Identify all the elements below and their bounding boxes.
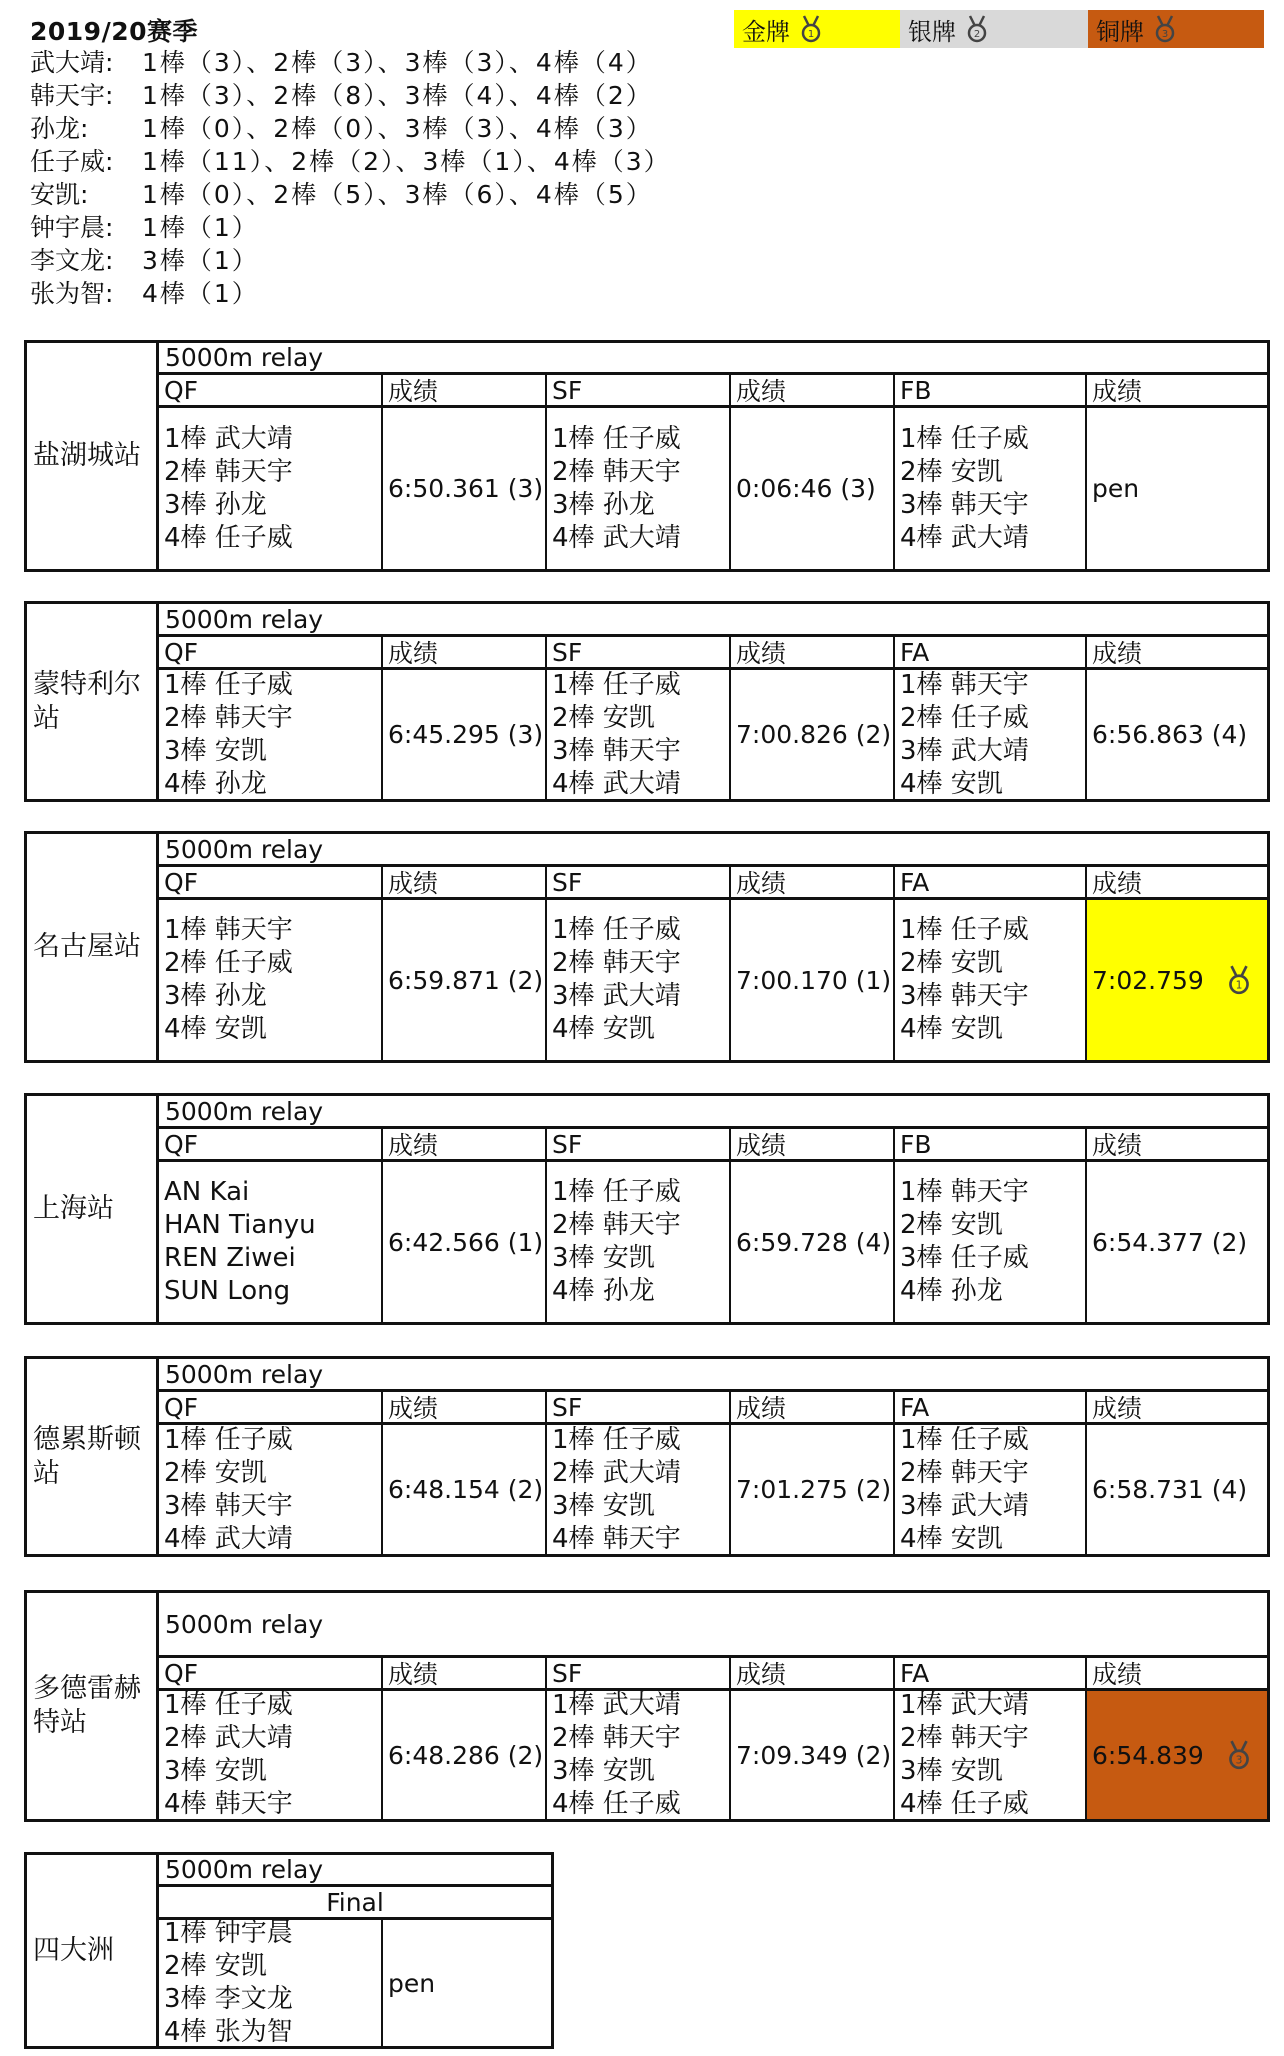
phase-header-row xyxy=(159,1658,1267,1691)
phase-qf-label: QF xyxy=(159,637,383,667)
roster-leg: HAN Tianyu xyxy=(164,1210,316,1240)
sf-roster xyxy=(547,900,731,1060)
result-label: 成绩 xyxy=(731,1392,895,1422)
roster-leg: 2棒 韩天宇 xyxy=(552,456,681,487)
svg-text:1: 1 xyxy=(1235,978,1243,992)
leg-counts: 1棒（0）、2棒（0）、3棒（3）、4棒（3） xyxy=(142,114,653,143)
final-roster xyxy=(895,1162,1087,1322)
sf-time xyxy=(731,1425,895,1554)
station-table xyxy=(24,1093,1270,1325)
summary-line xyxy=(30,244,671,277)
roster-leg: 1棒 任子威 xyxy=(552,915,681,945)
result-label: 成绩 xyxy=(383,1658,547,1688)
event-label: 5000m relay xyxy=(159,1096,1267,1129)
roster-leg: 3棒 安凯 xyxy=(164,735,267,766)
station-name: 四大洲 xyxy=(27,1855,159,2046)
bronze-medal-icon xyxy=(1223,1739,1255,1771)
roster-leg: 1棒 韩天宇 xyxy=(164,915,293,945)
summary-line xyxy=(30,178,671,211)
time-value: 6:59.728 (4) xyxy=(736,1227,892,1257)
qf-time xyxy=(383,1691,547,1819)
roster-leg: 4棒 武大靖 xyxy=(552,768,681,799)
event-label: 5000m relay xyxy=(159,834,1267,867)
roster-leg: 3棒 韩天宇 xyxy=(900,489,1029,520)
final-roster xyxy=(159,1920,383,2046)
event-label: 5000m relay xyxy=(159,1855,551,1887)
summary-line xyxy=(30,211,671,244)
roster-leg: 2棒 武大靖 xyxy=(164,1723,293,1753)
final-time xyxy=(1087,900,1267,1060)
leg-counts: 4棒（1） xyxy=(142,279,259,308)
roster-leg: 4棒 安凯 xyxy=(900,1014,1003,1044)
roster-leg: 4棒 安凯 xyxy=(900,1523,1003,1554)
summary-line xyxy=(30,79,671,112)
gold-medal-icon xyxy=(1223,964,1255,996)
roster-leg: 2棒 韩天宇 xyxy=(164,702,293,733)
summary-line xyxy=(30,277,671,310)
final-time xyxy=(1087,1425,1267,1554)
final-roster xyxy=(895,900,1087,1060)
skater-name: 张为智: xyxy=(30,279,114,308)
phase-qf-label: QF xyxy=(159,1658,383,1688)
time-value: 6:50.361 (3) xyxy=(388,474,544,503)
sf-roster xyxy=(547,1691,731,1819)
result-label: 成绩 xyxy=(383,375,547,405)
time-value: 7:00.170 (1) xyxy=(736,965,892,995)
roster-leg: 1棒 武大靖 xyxy=(900,1690,1029,1720)
roster-leg: 3棒 安凯 xyxy=(552,1490,655,1521)
roster-leg: 2棒 安凯 xyxy=(900,1210,1003,1240)
time-value: pen xyxy=(1092,474,1140,503)
station-table xyxy=(24,831,1270,1063)
season-title: 2019/20赛季 xyxy=(30,17,199,46)
phase-header-row xyxy=(159,1392,1267,1425)
sf-time xyxy=(731,1691,895,1819)
roster-leg: 1棒 任子威 xyxy=(900,915,1029,945)
phase-header-row xyxy=(159,867,1267,900)
phase-sf-label: SF xyxy=(547,375,731,405)
result-label: 成绩 xyxy=(1092,1131,1143,1160)
summary-line xyxy=(30,145,671,178)
sf-roster xyxy=(547,670,731,799)
legend-bronze-label: 铜牌 xyxy=(1096,17,1144,46)
skater-name: 钟宇晨: xyxy=(30,213,114,242)
station-name: 名古屋站 xyxy=(27,834,159,1060)
svg-text:3: 3 xyxy=(1235,1753,1243,1767)
station-name: 盐湖城站 xyxy=(27,343,159,569)
roster-leg: 3棒 任子威 xyxy=(900,1243,1029,1273)
station-table xyxy=(24,1356,1270,1557)
time-value: 6:56.863 (4) xyxy=(1092,720,1248,749)
final-time xyxy=(1087,408,1267,569)
final-time xyxy=(1087,1162,1267,1322)
roster-leg: 4棒 孙龙 xyxy=(900,1276,1003,1306)
leg-counts: 1棒（11）、2棒（2）、3棒（1）、4棒（3） xyxy=(142,147,671,176)
skater-name: 李文龙: xyxy=(30,246,114,275)
skater-name: 武大靖: xyxy=(30,48,114,77)
event-label: 5000m relay xyxy=(159,1359,1267,1392)
station-table xyxy=(24,601,1270,802)
result-label: 成绩 xyxy=(383,1392,547,1422)
station-name: 蒙特利尔站 xyxy=(27,604,159,799)
medal-result xyxy=(1092,964,1267,996)
sf-time xyxy=(731,900,895,1060)
roster-leg: 3棒 武大靖 xyxy=(900,1490,1029,1521)
result-label: 成绩 xyxy=(1092,639,1143,668)
roster-leg: 2棒 韩天宇 xyxy=(552,948,681,978)
phase-qf-label: QF xyxy=(159,1129,383,1159)
time-value: 6:42.566 (1) xyxy=(388,1227,544,1257)
roster-leg: 1棒 任子威 xyxy=(164,669,293,700)
station-name: 德累斯顿站 xyxy=(27,1359,159,1554)
qf-roster xyxy=(159,1162,383,1322)
roster-leg: 4棒 安凯 xyxy=(164,1014,267,1044)
phase-sf-label: SF xyxy=(547,1392,731,1422)
roster-leg: 2棒 安凯 xyxy=(164,1457,267,1488)
legend-gold-label: 金牌 xyxy=(742,17,790,46)
roster-leg: 4棒 安凯 xyxy=(552,1014,655,1044)
phase-body-row xyxy=(159,1691,1267,1819)
phase-header-row xyxy=(159,375,1267,408)
roster-leg: 4棒 任子威 xyxy=(900,1789,1029,1819)
roster-leg: 2棒 韩天宇 xyxy=(552,1723,681,1753)
final-label: Final xyxy=(159,1887,551,1920)
phase-header-row xyxy=(159,1129,1267,1162)
legend-silver xyxy=(900,10,1088,48)
event-label: 5000m relay xyxy=(159,604,1267,637)
time-value: 7:01.275 (2) xyxy=(736,1475,892,1504)
roster-leg: 1棒 武大靖 xyxy=(164,423,293,454)
result-label: 成绩 xyxy=(383,637,547,667)
result-label: 成绩 xyxy=(1092,869,1143,898)
final-roster xyxy=(895,1425,1087,1554)
result-label: 成绩 xyxy=(383,1129,547,1159)
roster-leg: 1棒 任子威 xyxy=(900,423,1029,454)
legend-gold xyxy=(734,10,900,48)
roster-leg: 3棒 韩天宇 xyxy=(552,735,681,766)
time-value: 6:45.295 (3) xyxy=(388,720,544,749)
phase-body-row xyxy=(159,1162,1267,1322)
phase-qf-label: QF xyxy=(159,1392,383,1422)
silver-medal-icon xyxy=(962,14,992,44)
phase-final-label: FB xyxy=(895,1129,1087,1159)
skater-name: 孙龙: xyxy=(30,114,89,143)
sf-time xyxy=(731,408,895,569)
roster-leg: AN Kai xyxy=(164,1177,250,1207)
roster-leg: 3棒 武大靖 xyxy=(552,981,681,1011)
roster-leg: 1棒 任子威 xyxy=(900,1424,1029,1455)
result-label: 成绩 xyxy=(1092,1660,1143,1689)
time-value: 6:48.154 (2) xyxy=(388,1475,544,1504)
phase-body-row xyxy=(159,670,1267,799)
roster-leg: 4棒 武大靖 xyxy=(900,522,1029,553)
result-label: 成绩 xyxy=(1092,377,1143,406)
final-roster xyxy=(895,408,1087,569)
result-label: 成绩 xyxy=(731,1129,895,1159)
time-value: 6:58.731 (4) xyxy=(1092,1475,1248,1504)
phase-qf-label: QF xyxy=(159,375,383,405)
qf-roster xyxy=(159,1425,383,1554)
result-label: 成绩 xyxy=(731,637,895,667)
qf-time xyxy=(383,408,547,569)
roster-leg: 3棒 孙龙 xyxy=(164,489,267,520)
roster-leg: 3棒 安凯 xyxy=(552,1243,655,1273)
svg-text:3: 3 xyxy=(1161,29,1169,40)
medal-legend xyxy=(734,10,1264,48)
sf-roster xyxy=(547,1425,731,1554)
roster-leg: 2棒 武大靖 xyxy=(552,1457,681,1488)
roster-leg: 3棒 武大靖 xyxy=(900,735,1029,766)
phase-sf-label: SF xyxy=(547,867,731,897)
event-label: 5000m relay xyxy=(159,343,1267,375)
final-roster xyxy=(895,670,1087,799)
roster-leg: 3棒 安凯 xyxy=(164,1756,267,1786)
qf-time xyxy=(383,900,547,1060)
sf-roster xyxy=(547,408,731,569)
time-value: 7:09.349 (2) xyxy=(736,1740,892,1770)
result-label: 成绩 xyxy=(731,1658,895,1688)
skater-name: 任子威: xyxy=(30,147,114,176)
roster-leg: 2棒 韩天宇 xyxy=(900,1723,1029,1753)
time-value: pen xyxy=(388,1968,436,1998)
time-value: 6:54.839 xyxy=(1092,1740,1204,1770)
station-table xyxy=(24,1590,1270,1822)
phase-final-label: FA xyxy=(895,1392,1087,1422)
phase-sf-label: SF xyxy=(547,1658,731,1688)
phase-body-row xyxy=(159,900,1267,1060)
roster-leg: 2棒 安凯 xyxy=(164,1951,267,1981)
station-name: 上海站 xyxy=(27,1096,159,1322)
roster-leg: 3棒 孙龙 xyxy=(552,489,655,520)
medal-result xyxy=(1092,1739,1267,1771)
roster-leg: 1棒 任子威 xyxy=(552,423,681,454)
result-label: 成绩 xyxy=(383,867,547,897)
roster-leg: 4棒 孙龙 xyxy=(552,1276,655,1306)
roster-leg: 4棒 任子威 xyxy=(552,1789,681,1819)
roster-leg: 4棒 安凯 xyxy=(900,768,1003,799)
roster-leg: 1棒 韩天宇 xyxy=(900,1177,1029,1207)
final-time xyxy=(1087,670,1267,799)
svg-text:2: 2 xyxy=(973,29,981,40)
final-time xyxy=(1087,1691,1267,1819)
roster-leg: 1棒 钟宇晨 xyxy=(164,1918,293,1948)
roster-leg: 1棒 任子威 xyxy=(552,1177,681,1207)
roster-leg: 1棒 任子威 xyxy=(164,1690,293,1720)
four-continents-table xyxy=(24,1852,554,2049)
roster-leg: 3棒 李文龙 xyxy=(164,1984,293,2014)
sf-time xyxy=(731,1162,895,1322)
qf-roster xyxy=(159,900,383,1060)
phase-final-label: FA xyxy=(895,1658,1087,1688)
roster-leg: 3棒 安凯 xyxy=(552,1756,655,1786)
event-label: 5000m relay xyxy=(159,1593,1267,1658)
time-value: 0:06:46 (3) xyxy=(736,474,876,503)
phase-final-label: FB xyxy=(895,375,1087,405)
roster-leg: 2棒 安凯 xyxy=(900,456,1003,487)
sf-roster xyxy=(547,1162,731,1322)
phase-final-label: FA xyxy=(895,867,1087,897)
qf-time xyxy=(383,1162,547,1322)
roster-leg: 1棒 韩天宇 xyxy=(900,669,1029,700)
leg-counts: 1棒（0）、2棒（5）、3棒（6）、4棒（5） xyxy=(142,180,653,209)
leg-counts: 1棒（3）、2棒（3）、3棒（3）、4棒（4） xyxy=(142,48,653,77)
roster-leg: 4棒 韩天宇 xyxy=(164,1789,293,1819)
station-name: 多德雷赫特站 xyxy=(27,1593,159,1819)
roster-leg: 4棒 孙龙 xyxy=(164,768,267,799)
qf-time xyxy=(383,1425,547,1554)
gold-medal-icon xyxy=(796,14,826,44)
roster-leg: 2棒 安凯 xyxy=(552,702,655,733)
qf-roster xyxy=(159,408,383,569)
relay-leg-summary xyxy=(30,46,671,310)
roster-leg: 4棒 韩天宇 xyxy=(552,1523,681,1554)
result-label: 成绩 xyxy=(731,867,895,897)
roster-leg: 3棒 韩天宇 xyxy=(900,981,1029,1011)
roster-leg: 1棒 任子威 xyxy=(164,1424,293,1455)
time-value: 6:54.377 (2) xyxy=(1092,1227,1248,1257)
roster-leg: 2棒 韩天宇 xyxy=(900,1457,1029,1488)
roster-leg: 2棒 韩天宇 xyxy=(164,456,293,487)
qf-time xyxy=(383,670,547,799)
roster-leg: 2棒 安凯 xyxy=(900,948,1003,978)
result-label: 成绩 xyxy=(1092,1394,1143,1423)
phase-final-label: FA xyxy=(895,637,1087,667)
skater-name: 安凯: xyxy=(30,180,89,209)
phase-body-row xyxy=(159,1425,1267,1554)
roster-leg: REN Ziwei xyxy=(164,1243,296,1273)
final-body-row xyxy=(159,1920,551,2046)
roster-leg: 4棒 武大靖 xyxy=(164,1523,293,1554)
phase-qf-label: QF xyxy=(159,867,383,897)
time-value: 6:59.871 (2) xyxy=(388,965,544,995)
roster-leg: 3棒 韩天宇 xyxy=(164,1490,293,1521)
sf-time xyxy=(731,670,895,799)
final-time xyxy=(383,1920,551,2046)
roster-leg: 2棒 任子威 xyxy=(900,702,1029,733)
roster-leg: 3棒 安凯 xyxy=(900,1756,1003,1786)
leg-counts: 3棒（1） xyxy=(142,246,259,275)
roster-leg: 4棒 任子威 xyxy=(164,522,293,553)
roster-leg: 4棒 张为智 xyxy=(164,2017,293,2047)
roster-leg: SUN Long xyxy=(164,1276,291,1306)
roster-leg: 2棒 任子威 xyxy=(164,948,293,978)
time-value: 6:48.286 (2) xyxy=(388,1740,544,1770)
phase-header-row xyxy=(159,637,1267,670)
time-value: 7:00.826 (2) xyxy=(736,720,892,749)
final-roster xyxy=(895,1691,1087,1819)
leg-counts: 1棒（1） xyxy=(142,213,259,242)
qf-roster xyxy=(159,1691,383,1819)
roster-leg: 1棒 武大靖 xyxy=(552,1690,681,1720)
roster-leg: 3棒 孙龙 xyxy=(164,981,267,1011)
roster-leg: 4棒 武大靖 xyxy=(552,522,681,553)
phase-body-row xyxy=(159,408,1267,569)
legend-silver-label: 银牌 xyxy=(908,17,956,46)
roster-leg: 2棒 韩天宇 xyxy=(552,1210,681,1240)
legend-bronze xyxy=(1088,10,1264,48)
leg-counts: 1棒（3）、2棒（8）、3棒（4）、4棒（2） xyxy=(142,81,653,110)
time-value: 7:02.759 xyxy=(1092,965,1204,995)
roster-leg: 1棒 任子威 xyxy=(552,1424,681,1455)
result-label: 成绩 xyxy=(731,375,895,405)
phase-sf-label: SF xyxy=(547,637,731,667)
summary-line xyxy=(30,46,671,79)
station-table xyxy=(24,340,1270,572)
svg-text:1: 1 xyxy=(807,29,815,40)
summary-line xyxy=(30,112,671,145)
phase-sf-label: SF xyxy=(547,1129,731,1159)
bronze-medal-icon xyxy=(1150,14,1180,44)
qf-roster xyxy=(159,670,383,799)
roster-leg: 1棒 任子威 xyxy=(552,669,681,700)
skater-name: 韩天宇: xyxy=(30,81,114,110)
